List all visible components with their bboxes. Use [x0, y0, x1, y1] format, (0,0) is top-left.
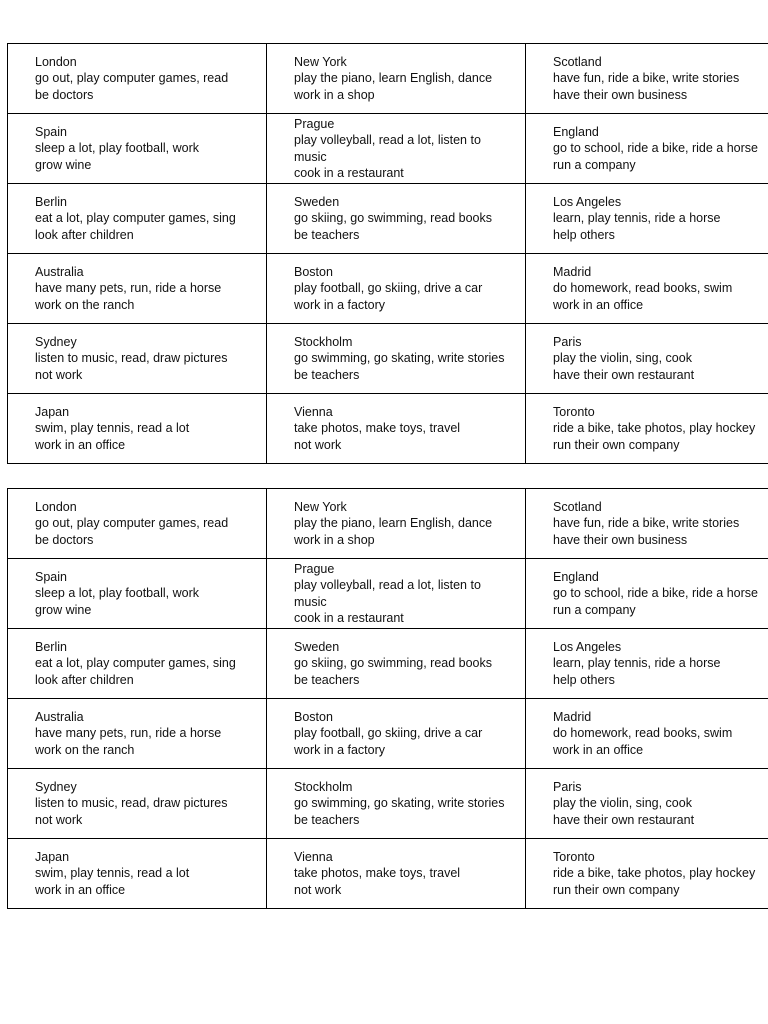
card-job: work in a shop	[294, 87, 375, 102]
card-place: Japan	[35, 849, 70, 864]
card-cell	[526, 629, 768, 699]
card-job: run their own company	[553, 437, 680, 452]
card-place: London	[35, 54, 77, 69]
card-job: work on the ranch	[35, 742, 135, 757]
card-activities: eat a lot, play computer games, sing	[35, 656, 236, 671]
card-cell	[526, 114, 768, 184]
table-row	[8, 254, 768, 324]
table-row	[8, 44, 768, 114]
card-cell	[267, 324, 526, 394]
card-job: not work	[294, 437, 342, 452]
card-activities: have fun, ride a bike, write stories	[553, 71, 740, 86]
card-cell	[526, 254, 768, 324]
card-cell	[267, 769, 526, 839]
card-job: cook in a restaurant	[294, 611, 404, 625]
card-job: work in an office	[35, 437, 126, 452]
card-place: Australia	[35, 264, 84, 279]
card-cell	[526, 559, 768, 629]
card-activities: have fun, ride a bike, write stories	[553, 516, 740, 531]
card-place: Sydney	[35, 779, 77, 794]
table-row	[8, 114, 768, 184]
card-cell	[526, 839, 768, 909]
card-place: Scotland	[553, 54, 602, 69]
card-place: London	[35, 499, 77, 514]
card-cell	[267, 184, 526, 254]
card-job: run a company	[553, 157, 636, 172]
card-job: look after children	[35, 227, 134, 242]
card-job: work in an office	[553, 297, 644, 312]
card-activities: go swimming, go skating, write stories	[294, 351, 505, 366]
table-row	[8, 394, 768, 464]
card-job: work in an office	[553, 742, 644, 757]
table-row	[8, 559, 768, 629]
card-place: Berlin	[35, 194, 67, 209]
card-place: Paris	[553, 779, 582, 794]
card-cell	[267, 394, 526, 464]
card-job: be teachers	[294, 227, 360, 242]
card-cell	[8, 324, 267, 394]
card-place: Los Angeles	[553, 639, 622, 654]
table-row	[8, 324, 768, 394]
card-job: work in a shop	[294, 532, 375, 547]
card-place: Stockholm	[294, 334, 353, 349]
card-job: be teachers	[294, 672, 360, 687]
card-activities: listen to music, read, draw pictures	[35, 796, 228, 811]
card-table-sheet-2	[7, 488, 768, 909]
card-job: have their own restaurant	[553, 367, 695, 382]
card-cell	[8, 254, 267, 324]
card-place: Paris	[553, 334, 582, 349]
card-activities: play football, go skiing, drive a car	[294, 726, 483, 741]
card-activities: sleep a lot, play football, work	[35, 586, 199, 601]
card-cell	[8, 559, 267, 629]
card-place: New York	[294, 499, 347, 514]
card-cell	[8, 489, 267, 559]
card-cell	[8, 114, 267, 184]
card-place: Japan	[35, 404, 70, 419]
card-place: Los Angeles	[553, 194, 622, 209]
card-cell	[526, 324, 768, 394]
card-activities: eat a lot, play computer games, sing	[35, 211, 236, 226]
card-activities: do homework, read books, swim	[553, 726, 733, 741]
card-cell	[8, 629, 267, 699]
card-place: Vienna	[294, 404, 333, 419]
card-activities: learn, play tennis, ride a horse	[553, 656, 721, 671]
card-place: Toronto	[553, 849, 595, 864]
card-activities: go to school, ride a bike, ride a horse	[553, 141, 758, 156]
card-place: Sweden	[294, 194, 340, 209]
card-job: not work	[294, 882, 342, 897]
card-activities: go swimming, go skating, write stories	[294, 796, 505, 811]
card-cell	[8, 44, 267, 114]
card-job: work in a factory	[294, 742, 386, 757]
card-job: have their own business	[553, 532, 688, 547]
card-place: Spain	[35, 124, 67, 139]
card-activities: have many pets, run, ride a horse	[35, 726, 222, 741]
table-row	[8, 184, 768, 254]
card-activities: take photos, make toys, travel	[294, 866, 461, 881]
card-job: help others	[553, 227, 615, 242]
card-place: New York	[294, 54, 347, 69]
card-cell	[8, 699, 267, 769]
card-cell	[526, 44, 768, 114]
card-activities: play the piano, learn English, dance	[294, 516, 493, 531]
card-cell	[267, 629, 526, 699]
card-activities: go out, play computer games, read	[35, 516, 229, 531]
card-activities: ride a bike, take photos, play hockey	[553, 866, 756, 881]
card-place: Scotland	[553, 499, 602, 514]
card-job: be teachers	[294, 812, 360, 827]
card-activities: play volleyball, read a lot, listen to music	[294, 133, 481, 164]
card-activities: swim, play tennis, read a lot	[35, 421, 190, 436]
card-activities: play the violin, sing, cook	[553, 796, 692, 811]
card-cell	[526, 769, 768, 839]
table-row	[8, 699, 768, 769]
card-activities: sleep a lot, play football, work	[35, 141, 199, 156]
card-place: Madrid	[553, 709, 592, 724]
card-job: be doctors	[35, 87, 94, 102]
card-cell	[267, 489, 526, 559]
card-job: help others	[553, 672, 615, 687]
card-cell	[267, 559, 526, 629]
card-activities: go out, play computer games, read	[35, 71, 229, 86]
card-job: grow wine	[35, 157, 92, 172]
card-place: Toronto	[553, 404, 595, 419]
table-row	[8, 489, 768, 559]
card-cell	[267, 114, 526, 184]
card-job: run their own company	[553, 882, 680, 897]
card-cell	[526, 184, 768, 254]
card-place: Sydney	[35, 334, 77, 349]
card-job: be doctors	[35, 532, 94, 547]
card-place: Boston	[294, 709, 333, 724]
card-job: grow wine	[35, 602, 92, 617]
card-job: be teachers	[294, 367, 360, 382]
card-cell	[8, 184, 267, 254]
card-cell	[8, 769, 267, 839]
card-cell	[8, 394, 267, 464]
card-place: Prague	[294, 561, 335, 576]
card-place: Stockholm	[294, 779, 353, 794]
card-cell	[526, 489, 768, 559]
card-activities: listen to music, read, draw pictures	[35, 351, 228, 366]
table-row	[8, 839, 768, 909]
table-row	[8, 629, 768, 699]
card-cell	[8, 839, 267, 909]
card-cell	[526, 394, 768, 464]
card-cell	[267, 44, 526, 114]
card-cell	[267, 839, 526, 909]
card-job: work in an office	[35, 882, 126, 897]
card-activities: play the violin, sing, cook	[553, 351, 692, 366]
card-cell	[267, 699, 526, 769]
card-activities: play the piano, learn English, dance	[294, 71, 493, 86]
card-job: not work	[35, 367, 83, 382]
card-place: Sweden	[294, 639, 340, 654]
card-activities: play football, go skiing, drive a car	[294, 281, 483, 296]
card-job: have their own restaurant	[553, 812, 695, 827]
card-place: Boston	[294, 264, 333, 279]
card-place: Vienna	[294, 849, 333, 864]
card-activities: take photos, make toys, travel	[294, 421, 461, 436]
card-cell	[526, 699, 768, 769]
card-activities: go to school, ride a bike, ride a horse	[553, 586, 758, 601]
card-activities: go skiing, go swimming, read books	[294, 656, 493, 671]
card-activities: do homework, read books, swim	[553, 281, 733, 296]
table-row	[8, 769, 768, 839]
card-activities: learn, play tennis, ride a horse	[553, 211, 721, 226]
card-cell	[267, 254, 526, 324]
card-activities: swim, play tennis, read a lot	[35, 866, 190, 881]
card-job: have their own business	[553, 87, 688, 102]
card-activities: go skiing, go swimming, read books	[294, 211, 493, 226]
card-job: work in a factory	[294, 297, 386, 312]
card-activities: ride a bike, take photos, play hockey	[553, 421, 756, 436]
card-job: cook in a restaurant	[294, 166, 404, 180]
card-place: Australia	[35, 709, 84, 724]
card-table-sheet-1	[7, 43, 768, 464]
card-job: look after children	[35, 672, 134, 687]
card-place: England	[553, 124, 599, 139]
card-job: work on the ranch	[35, 297, 135, 312]
card-activities: have many pets, run, ride a horse	[35, 281, 222, 296]
card-activities: play volleyball, read a lot, listen to music	[294, 578, 481, 609]
card-place: England	[553, 569, 599, 584]
card-job: not work	[35, 812, 83, 827]
card-job: run a company	[553, 602, 636, 617]
card-place: Prague	[294, 116, 335, 131]
card-place: Berlin	[35, 639, 67, 654]
card-place: Madrid	[553, 264, 592, 279]
card-place: Spain	[35, 569, 67, 584]
